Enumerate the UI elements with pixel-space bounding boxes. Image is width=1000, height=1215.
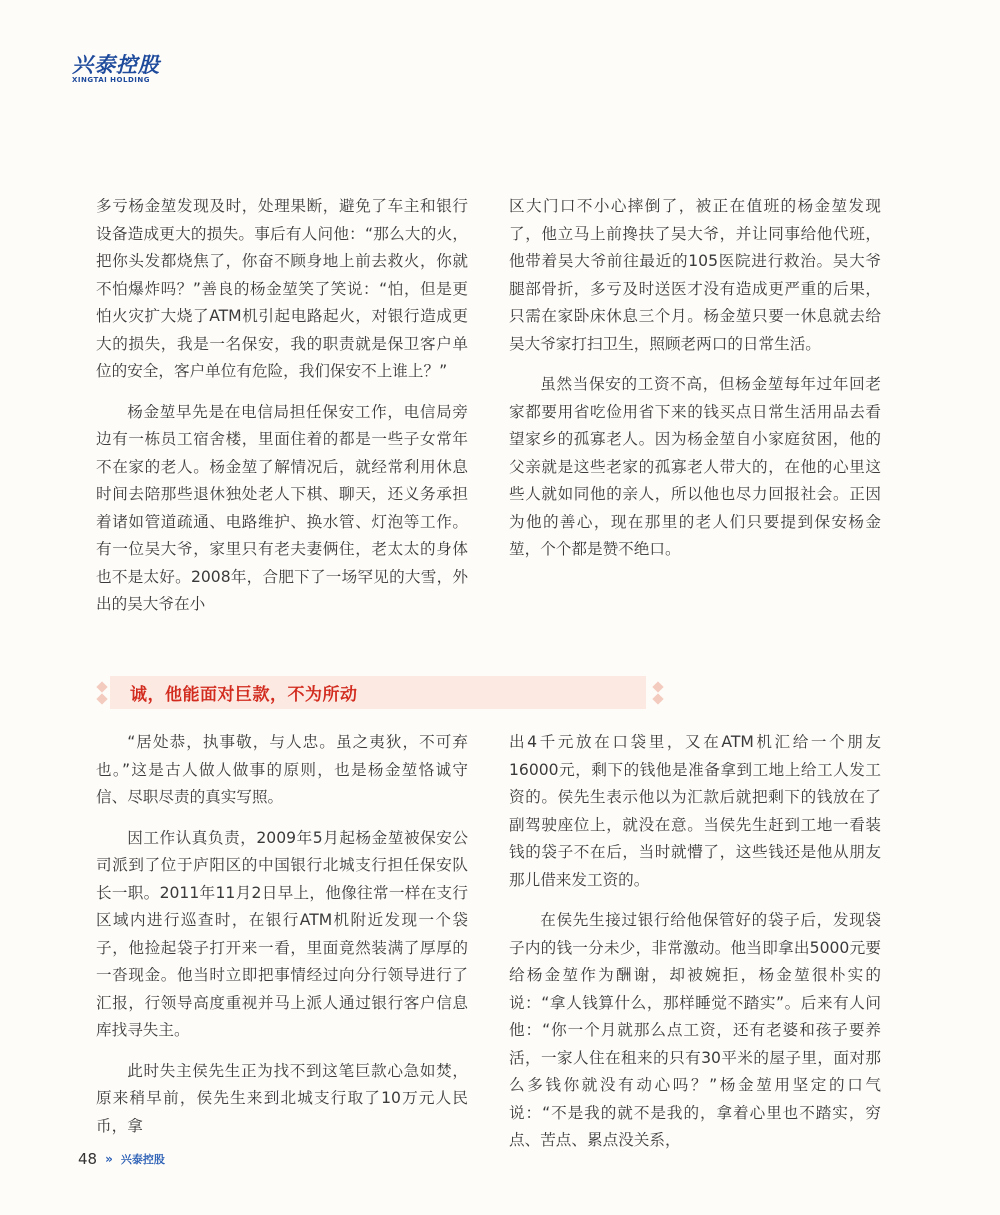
brand-logo — [72, 54, 162, 85]
column-bottom-left — [96, 729, 468, 1140]
decor-diamond — [652, 681, 663, 692]
decor-diamond — [652, 693, 663, 704]
decor-diamond — [96, 681, 107, 692]
page-footer — [78, 1150, 165, 1168]
logo-chinese-text: 兴泰控股 — [72, 53, 160, 77]
column-top-left — [96, 193, 468, 619]
paragraph: 多亏杨金堃发现及时，处理果断，避免了车主和银行设备造成更大的损失。事后有人问他：“那么大的火，把你头发都烧焦了，你奋不顾身地上前去救火，你就不怕爆炸吗？”善良的杨金堃笑了笑说：“怕，但是更怕火灾扩大烧了ATM机引起电路起火，对银行造成更大的损失，我是一名保安，我的职责就是保卫客户单位的安全，客户单位有危险，我们保安不上谁上？” — [96, 197, 468, 380]
paragraph: 因工作认真负责，2009年5月起杨金堃被保安公司派到了位于庐阳区的中国银行北城支行担任保安队长一职。2011年11月2日早上，他像往常一样在支行区域内进行巡查时，在银行ATM机附近发现一个袋子，他捡起袋子打开来一看，里面竟然装满了厚厚的一沓现金。他当时立即把事情经过向分行领导进行了汇报，行领导高度重视并马上派人通过银行客户信息库找寻失主。 — [96, 828, 468, 1039]
paragraph: 虽然当保安的工资不高，但杨金堃每年过年回老家都要用省吃俭用省下来的钱买点日常生活用品去看望家乡的孤寡老人。因为杨金堃自小家庭贫困，他的父亲就是这些老家的孤寡老人带大的，在他的心里这些人就如同他的亲人，所以他也尽力回报社会。正因为他的善心，现在那里的老人们只要提到保安杨金堃，个个都是赞不绝口。 — [509, 375, 881, 558]
section-title: 诚，他能面对巨款，不为所动 — [130, 685, 358, 705]
paragraph: 在侯先生接过银行给他保管好的袋子后，发现袋子内的钱一分未少，非常激动。他当即拿出5000元要给杨金堃作为酬谢，却被婉拒，杨金堃很朴实的说：“拿人钱算什么，那样睡觉不踏实”。后来有人问他：“你一个月就那么点工资，还有老婆和孩子要养活，一家人住在租来的只有30平米的屋子里，面对那么多钱你就没有动心吗？”杨金堃用坚定的口气说：“不是我的就不是我的，拿着心里也不踏实，穷点、苦点、累点没关系， — [509, 911, 881, 1149]
section-heading — [94, 673, 670, 713]
double-chevron-icon: » — [105, 1152, 113, 1166]
footer-brand-name: 兴泰控股 — [120, 1153, 165, 1166]
column-top-right — [509, 193, 881, 564]
paragraph: 杨金堃早先是在电信局担任保安工作，电信局旁边有一栋员工宿舍楼，里面住着的都是一些子女常年不在家的老人。杨金堃了解情况后，就经常利用休息时间去陪那些退休独处老人下棋、聊天，还义务承担着诸如管道疏通、电路维护、换水管、灯泡等工作。有一位吴大爷，家里只有老夫妻俩住，老太太的身体也不是太好。2008年，合肥下了一场罕见的大雪，外出的吴大爷在小 — [96, 402, 468, 613]
paragraph: 区大门口不小心摔倒了，被正在值班的杨金堃发现了，他立马上前搀扶了吴大爷，并让同事给他代班，他带着吴大爷前往最近的105医院进行救治。吴大爷腿部骨折，多亏及时送医才没有造成更严重的后果，只需在家卧床休息三个月。杨金堃只要一休息就去给吴大爷家打扫卫生，照顾老两口的日常生活。 — [509, 197, 881, 353]
page-number: 48 — [78, 1150, 98, 1168]
paragraph: 此时失主侯先生正为找不到这笔巨款心急如焚，原来稍早前，侯先生来到北城支行取了10万元人民币，拿 — [96, 1061, 468, 1135]
column-bottom-right — [509, 729, 881, 1155]
paragraph: 出4千元放在口袋里，又在ATM机汇给一个朋友16000元，剩下的钱他是准备拿到工地上给工人发工资的。侯先生表示他以为汇款后就把剩下的钱放在了副驾驶座位上，就没在意。当侯先生赶到工地一看装钱的袋子不在后，当时就懵了，这些钱还是他从朋友那儿借来发工资的。 — [509, 733, 881, 889]
paragraph: “居处恭，执事敬，与人忠。虽之夷狄，不可弃也。”这是古人做人做事的原则，也是杨金堃恪诚守信、尽职尽责的真实写照。 — [96, 733, 468, 806]
decor-diamond — [96, 693, 107, 704]
logo-english-text: XINGTAI HOLDING — [72, 76, 150, 84]
